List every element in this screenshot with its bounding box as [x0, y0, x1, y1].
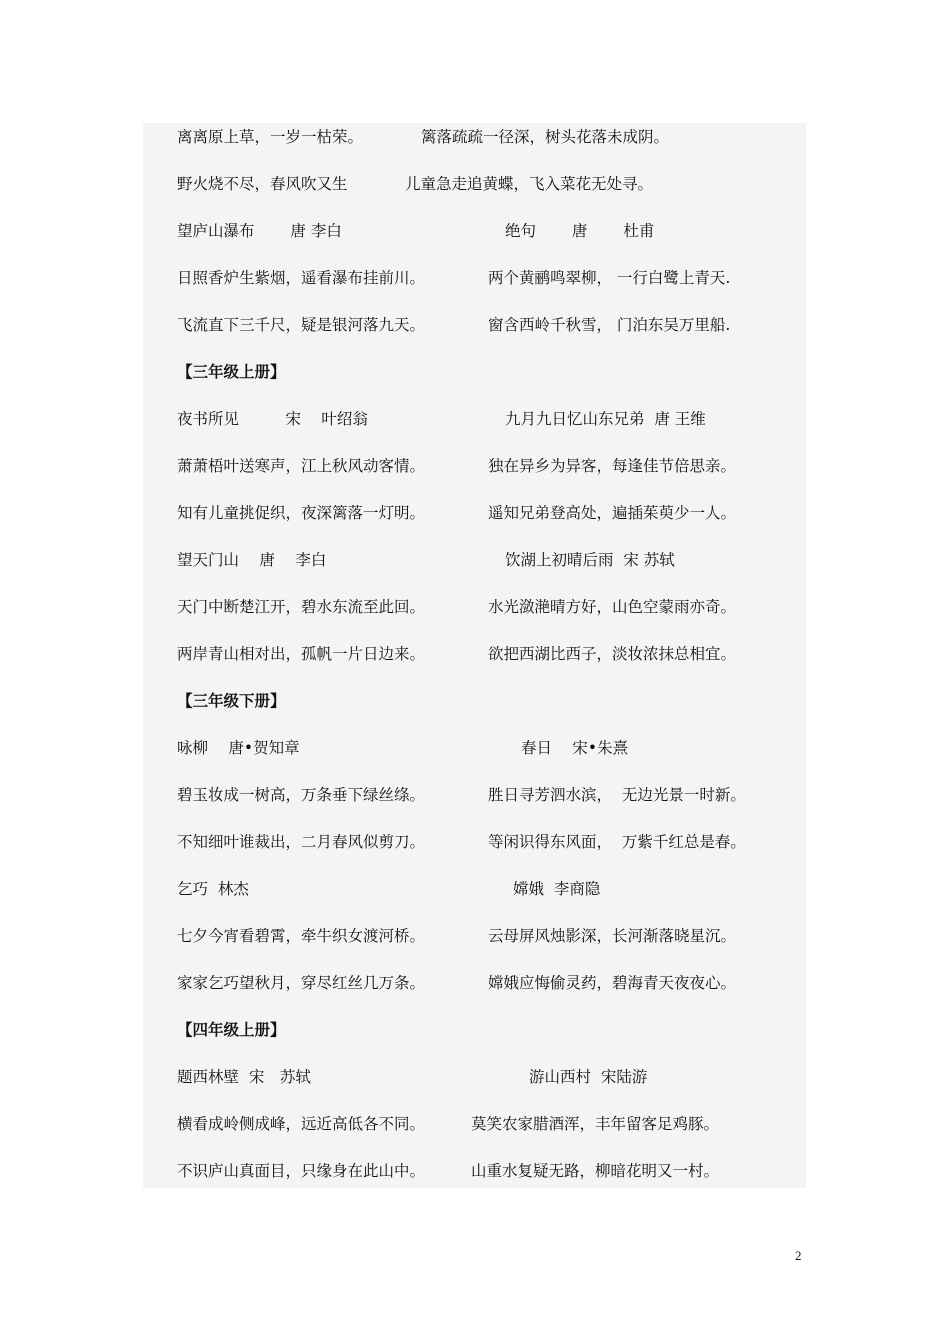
poem-title: 望庐山瀑布 唐 李白 — [177, 222, 342, 240]
poem-title: 夜书所见 宋 叶绍翁 — [177, 410, 368, 428]
poem-line: 不识庐山真面目，只缘身在此山中。 — [177, 1162, 426, 1180]
poem-line: 儿童急走追黄蝶，飞入菜花无处寻。 — [405, 175, 654, 193]
poem-line: 遥知兄弟登高处，遍插茱萸少一人。 — [488, 504, 737, 522]
poem-line: 云母屏风烛影深，长河渐落晓星沉。 — [488, 927, 737, 945]
poem-title: 游山西村 宋陆游 — [529, 1068, 648, 1086]
poem-line: 知有儿童挑促织，夜深篱落一灯明。 — [177, 504, 426, 522]
poem-line: 七夕今宵看碧霄，牵牛织女渡河桥。 — [177, 927, 426, 945]
poem-line: 窗含西岭千秋雪， 门泊东吴万里船. — [488, 316, 731, 334]
poem-line: 天门中断楚江开，碧水东流至此回。 — [177, 598, 426, 616]
poem-line: 莫笑农家腊酒浑，丰年留客足鸡豚。 — [471, 1115, 720, 1133]
poem-line: 篱落疏疏一径深，树头花落未成阴。 — [421, 128, 670, 146]
section-heading: 【四年级上册】 — [177, 1020, 286, 1039]
poem-title: 绝句 唐 杜甫 — [505, 222, 655, 240]
page-number: 2 — [795, 1248, 802, 1263]
poem-line: 离离原上草，一岁一枯荣。 — [177, 128, 364, 146]
poem-title: 乞巧 林杰 — [177, 880, 249, 898]
poem-line: 胜日寻芳泗水滨， 无边光景一时新。 — [488, 786, 746, 804]
poem-title: 嫦娥 李商隐 — [513, 880, 601, 898]
poem-title: 饮湖上初晴后雨 宋 苏轼 — [505, 551, 675, 569]
poem-line: 欲把西湖比西子，淡妆浓抹总相宜。 — [488, 645, 737, 663]
poem-line: 山重水复疑无路，柳暗花明又一村。 — [471, 1162, 720, 1180]
poem-line: 嫦娥应悔偷灵药，碧海青天夜夜心。 — [488, 974, 737, 992]
poem-line: 等闲识得东风面， 万紫千红总是春。 — [488, 833, 746, 851]
poem-line: 横看成岭侧成峰，远近高低各不同。 — [177, 1115, 426, 1133]
section-heading: 【三年级上册】 — [177, 362, 286, 381]
poem-line: 萧萧梧叶送寒声，江上秋风动客情。 — [177, 457, 426, 475]
poem-line: 独在异乡为异客，每逢佳节倍思亲。 — [488, 457, 737, 475]
poem-line: 两岸青山相对出，孤帆一片日边来。 — [177, 645, 426, 663]
poem-title: 望天门山 唐 李白 — [177, 551, 327, 569]
poem-line: 水光潋滟晴方好，山色空蒙雨亦奇。 — [488, 598, 737, 616]
poem-title: 题西林壁 宋 苏轼 — [177, 1068, 311, 1086]
content-block — [143, 123, 806, 1188]
poem-title: 春日 宋•朱熹 — [521, 739, 629, 757]
poem-line: 野火烧不尽，春风吹又生 — [177, 175, 348, 193]
poem-line: 碧玉妆成一树高，万条垂下绿丝绦。 — [177, 786, 426, 804]
poem-line: 日照香炉生紫烟，遥看瀑布挂前川。 — [177, 269, 426, 287]
poem-line: 不知细叶谁裁出，二月春风似剪刀。 — [177, 833, 426, 851]
poem-title: 咏柳 唐•贺知章 — [177, 739, 300, 757]
section-heading: 【三年级下册】 — [177, 691, 286, 710]
poem-line: 飞流直下三千尺，疑是银河落九天。 — [177, 316, 426, 334]
poem-line: 两个黄鹂鸣翠柳， 一行白鹭上青天. — [488, 269, 731, 287]
poem-title: 九月九日忆山东兄弟 唐 王维 — [505, 410, 706, 428]
poem-line: 家家乞巧望秋月，穿尽红丝几万条。 — [177, 974, 426, 992]
